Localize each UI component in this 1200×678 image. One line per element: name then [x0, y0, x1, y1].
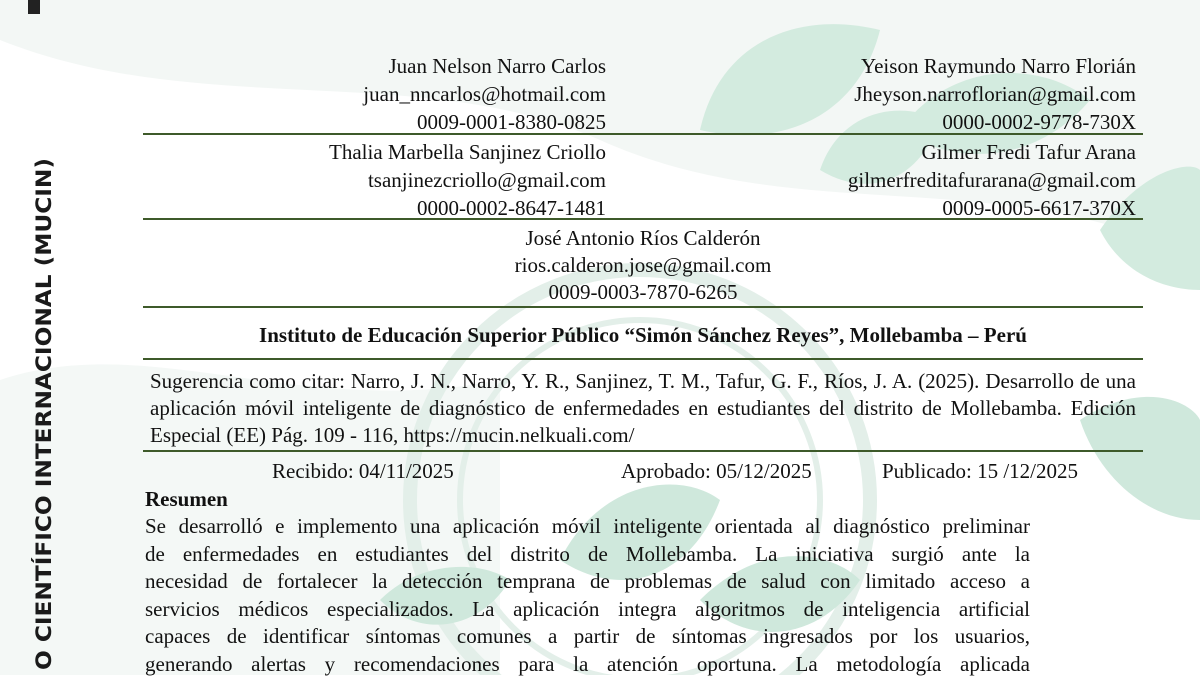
author-card — [854, 52, 1136, 136]
abstract-line: servicios médicos especializados. La aplicación integra algoritmos de inteligencia artificial — [145, 596, 1030, 624]
abstract-line: de enfermedades en estudiantes del distrito de Mollebamba. La iniciativa surgió ante la — [145, 541, 1030, 569]
citation-suggestion: Sugerencia como citar: Narro, J. N., Narro, Y. R., Sanjinez, T. M., Tafur, G. F., Ríos, J. A. (2025). Desarrollo de una aplicación móvil inteligente de diagnóstico de enfermedades en estudiantes del distrito de Mollebamba. Edición Especial (EE) Pág. 109 - 116, https://mucin.nelkuali.com/ — [150, 368, 1136, 449]
author-name: José Antonio Ríos Calderón — [143, 225, 1143, 252]
author-card — [363, 52, 606, 136]
institution-affiliation: Instituto de Educación Superior Público “Simón Sánchez Reyes”, Mollebamba – Perú — [143, 321, 1143, 349]
author-orcid[interactable]: 0009-0001-8380-0825 — [363, 108, 606, 136]
author-name: Gilmer Fredi Tafur Arana — [848, 138, 1136, 166]
author-card — [143, 225, 1143, 306]
author-email[interactable]: Jheyson.narroflorian@gmail.com — [854, 80, 1136, 108]
author-card — [329, 138, 606, 222]
divider-rule — [143, 133, 1143, 135]
abstract-text — [145, 513, 1030, 678]
author-card — [848, 138, 1136, 222]
abstract-line: necesidad de fortalecer la detección temprana de problemas de salud con limitado acceso a — [145, 568, 1030, 596]
divider-rule — [143, 358, 1143, 360]
author-email[interactable]: rios.calderon.jose@gmail.com — [143, 252, 1143, 279]
abstract-line: generando alertas y recomendaciones para la atención oportuna. La metodología aplicada — [145, 651, 1030, 678]
author-name: Juan Nelson Narro Carlos — [363, 52, 606, 80]
side-banner-text: O CIENTÍFICO INTERNACIONAL (MUCIN) — [31, 158, 56, 670]
received-date: Recibido: 04/11/2025 — [272, 458, 454, 484]
author-email[interactable]: gilmerfreditafurarana@gmail.com — [848, 166, 1136, 194]
author-orcid[interactable]: 0000-0002-9778-730X — [854, 108, 1136, 136]
author-orcid[interactable]: 0009-0005-6617-370X — [848, 194, 1136, 222]
divider-rule — [143, 450, 1143, 452]
abstract-line: Se desarrolló e implemento una aplicación móvil inteligente orientada al diagnóstico preliminar — [145, 513, 1030, 541]
author-name: Yeison Raymundo Narro Florián — [854, 52, 1136, 80]
author-email[interactable]: tsanjinezcriollo@gmail.com — [329, 166, 606, 194]
divider-rule — [143, 218, 1143, 220]
abstract-line: capaces de identificar síntomas comunes a partir de síntomas ingresados por los usuarios, — [145, 623, 1030, 651]
author-orcid[interactable]: 0000-0002-8647-1481 — [329, 194, 606, 222]
author-email[interactable]: juan_nncarlos@hotmail.com — [363, 80, 606, 108]
approved-date: Aprobado: 05/12/2025 — [621, 458, 812, 484]
abstract-heading: Resumen — [145, 486, 228, 512]
published-date: Publicado: 15 /12/2025 — [882, 458, 1078, 484]
author-name: Thalia Marbella Sanjinez Criollo — [329, 138, 606, 166]
divider-rule — [143, 306, 1143, 308]
author-orcid[interactable]: 0009-0003-7870-6265 — [143, 279, 1143, 306]
